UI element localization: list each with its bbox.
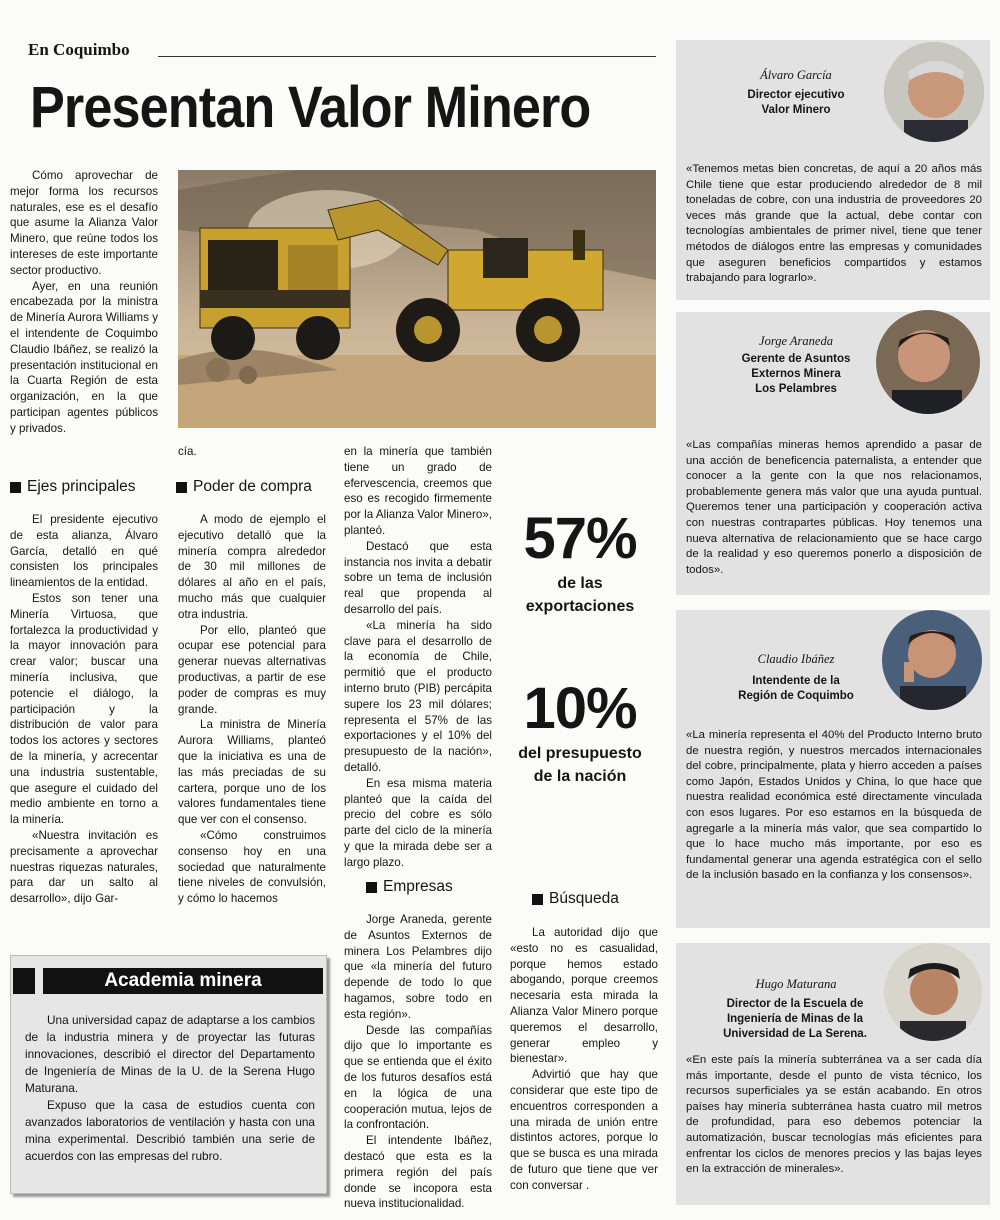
paragraph: La autoridad dijo que «esto no es casualidad, porque hemos estado abogando, porque creemos necesaria esta mirada la Alianza Valor Minero porque queremos el desarrollo, generar empleo y bienestar». [510,926,658,1066]
stat-caption-line1: de las [557,575,603,592]
subheading-text: Empresas [383,878,453,895]
quote-panel-araneda [676,312,990,595]
article-column-1b [10,512,158,907]
avatar-garcia [884,42,984,142]
speaker-role [690,997,900,1042]
stat-caption-line2: exportaciones [525,598,635,615]
academia-box [10,955,327,1194]
role-line: Ingeniería de Minas de la [726,1013,864,1025]
paragraph: En esa misma materia planteó que la caída del precio del cobre es sólo parte del ciclo de la minería y que la mirada debe ser a largo plazo. [344,776,492,869]
stat-budget [500,675,660,788]
quote-panel-maturana [676,943,990,1205]
role-line: Universidad de La Serena. [723,1028,867,1040]
article-column-2-cont: cía. [178,445,197,458]
role-line: Director de la Escuela de [726,998,864,1010]
speaker-name: Hugo Maturana [755,977,837,991]
role-line: Valor Minero [761,104,831,116]
article-column-3b [344,912,492,1212]
paragraph: A modo de ejemplo el ejecutivo detalló que la minería compra alrededor de 30 mil millones de dólares al año en el país, mucho más que cualquier otra industria. [178,513,326,621]
academia-text [25,1012,315,1165]
paragraph: en la minería que también tiene un grado de efervescencia, creemos que eso es recogido firmemente por la Alianza Valor Minero», planteó. [344,445,492,537]
paragraph: Destacó que esta instancia nos invita a debatir sobre un tema de inclusión real que propenda al desarrollo del país. [344,539,492,616]
role-line: Externos Minera [751,368,841,380]
portrait-image [884,42,984,142]
section-rule [158,56,656,57]
paragraph: El intendente Ibáñez, destacó que esta es la primera región del país donde se incopora esta nueva institucionalidad. [344,1134,492,1211]
speaker-name: Álvaro García [760,68,832,82]
mining-trucks-image [178,170,656,428]
paragraph: Una universidad capaz de adaptarse a los cambios de la industria minera y de proyectar las futuras innovaciones, describió el director del Departamento de Ingeniería de Minas de la U. de la Serena Hugo Maturana. [25,1013,315,1095]
paragraph: Cómo aprovechar de mejor forma los recursos naturales, ese es el desafío que asume la Alianza Valor Minero, que reúne todos los intereses de este importante sector productivo. [10,169,158,277]
quote-panel-garcia [676,40,990,300]
portrait-image [884,943,982,1041]
stat-value: 57% [523,506,637,571]
paragraph: Desde las compañías dijo que lo importante es que se entienda que el éxito de los futuros desafíos está en la lógica de una cooperación mutua, lejos de la confrontación. [344,1023,492,1132]
paragraph: Expuso que la casa de estudios cuenta con avanzados laboratorios de ventilación y hasta con una mina experimental. Describió también una serie de acuerdos con las empresas del rubro. [25,1098,315,1163]
paragraph: Ayer, en una reunión encabezada por la ministra de Minería Aurora Williams y el intendente de Coquimbo Claudio Ibáñez, se realizó la presentación institucional en la Cuarta Región de esta organización, en la que participan agentes públicos y privados. [10,279,158,435]
portrait-image [876,310,980,414]
subheading-text: Poder de compra [193,478,312,495]
speaker-role [696,674,896,704]
article-column-1 [10,168,158,437]
subheading-poder [176,478,312,496]
article-column-2 [178,512,326,907]
paragraph: Advirtió que hay que considerar que este tipo de encuentros corresponden a una mirada de unión entre distintos actores, porque lo que se busca es una mirada de futuro que tiene que ver con conversar . [510,1068,658,1192]
quote-text: «En este país la minería subterránea va a ser cada día más importante, desde el punto de vista técnico, los recursos superficiales ya se están acabando. En otros países hay minería subterránea hasta cuatro mil metros de profundidad, para eso debemos potenciar la automatización, buscar tecnologías más eficientes para enfrentar los ciclos de menores precios y las bajas leyes en la extracción de minerales». [686,1054,982,1176]
stat-caption-line1: del presupuesto [518,745,642,762]
subheading-empresas [366,878,453,896]
speaker-role [696,352,896,397]
quote-text: «Las compañías mineras hemos aprendido a pasar de una acción de beneficencia paternalista, a entender que conocer a la gente con la que nos relacionamos, probablemente genera más valor que una ayuda puntual. Queremos tener una participación y cooperación activa con nuestras contrapartes públicas. Hoy tenemos una nueva alternativa de relacionamiento que se hace cargo de la realidad y eso queremos ponerlo a disposición de todos». [686,439,982,576]
paragraph: «Cómo construimos consenso hoy en una sociedad que naturalmente tiene niveles de convulsión, y cómo lo hacemos [178,828,326,906]
paragraph: «Nuestra invitación es precisamente a aprovechar nuestras riquezas naturales, para dar un salto al desarrollo», dijo Gar- [10,828,158,906]
avatar-maturana [884,943,982,1041]
stat-value: 10% [523,676,637,741]
paragraph: Estos son tener una Minería Virtuosa, que fortalezca la productividad y la mayor innovación para crear valor; buscar una minería inclusiva, que potencie el diálogo, la participación y la distribución de valor para todos los actores y sectores de la minería, y acrecentar una industria sustentable, que asegure el cuidado del medio ambiente en torno a la minería. [10,591,158,827]
quote-panel-ibanez [676,610,990,928]
mining-photo [178,170,656,428]
subheading-ejes [10,478,136,496]
role-line: Gerente de Asuntos [741,353,851,365]
academia-title: Academia minera [43,968,323,994]
square-bullet-icon [176,482,187,493]
square-bullet-icon [10,482,21,493]
subheading-busqueda [532,890,619,908]
paragraph: Por ello, planteó que ocupar ese potencial para generar nuevas alternativas productivas, a partir de ese poder de compras es muy grande. [178,623,326,716]
speaker-name: Jorge Araneda [759,334,833,348]
quote-text: «Tenemos metas bien concretas, de aquí a 20 años más Chile tiene que estar produciendo alrededor de 8 mil toneladas de cobre, con una industria de proveedores 20 veces más grande que la actual, debe contar con tecnologías ambientales de primer nivel, tiene que tener métodos de diálogos entre las empresas y comunidades que aseguren beneficios compartidos y estamos trabajando para lograrlo». [686,163,982,285]
portrait-image [882,610,982,710]
paragraph: La ministra de Minería Aurora Williams, planteó que la iniciativa es una de las más preciadas de su cartera, porque uno de los valores fundamentales tiene que ver con el consenso. [178,718,326,827]
paragraph: El presidente ejecutivo de esta alianza, Álvaro García, detalló en qué consisten los principales lineamientos de la entidad. [10,513,158,590]
speaker-name: Claudio Ibáñez [757,652,835,666]
stat-exports [505,505,655,618]
role-line: Intendente de la [752,675,840,687]
paragraph: «La minería ha sido clave para el desarrollo de la economía de Chile, permitió que el producto interno bruto (PIB) percápita supere los 23 mil dólares; representa el 57% de las exportaciones y el 10% del presupuesto de la nación», detalló. [344,618,492,774]
subheading-text: Búsqueda [549,890,619,907]
square-bullet-icon [532,894,543,905]
role-line: Director ejecutivo [747,89,845,101]
square-bullet-icon [366,882,377,893]
article-column-4 [510,925,658,1194]
speaker-role [696,88,896,118]
avatar-ibanez [882,610,982,710]
subheading-text: Ejes principales [27,478,136,495]
box-marker [13,968,35,994]
article-column-3 [344,444,492,871]
headline: Presentan Valor Minero [30,75,591,140]
role-line: Los Pelambres [755,383,837,395]
quote-text: «La minería representa el 40% del Producto Interno bruto de nuestra región, y nuestros mercados internacionales del cobre, principalmente, plata y hierro acceden a países como Japón, Estados Unidos y China, lo que hace que nuestra realidad económica esté directamente vinculada con esos lugares. Por eso estamos en la búsqueda de agregarle a la minería más valor, que sea compartido lo que lo hace mucho más importante, por eso es fundamental generar una agenda estratégica con el sello de la inclusión basado en la confianza y los consensos». [686,729,982,882]
section-label: En Coquimbo [28,40,130,59]
avatar-araneda [876,310,980,414]
stat-caption-line2: de la nación [533,768,627,785]
paragraph: Jorge Araneda, gerente de Asuntos Externos de minera Los Pelambres dijo que «la minería del futuro depende de todo lo que hagamos, sobre todo en esta región». [344,913,492,1021]
role-line: Región de Coquimbo [738,690,854,702]
